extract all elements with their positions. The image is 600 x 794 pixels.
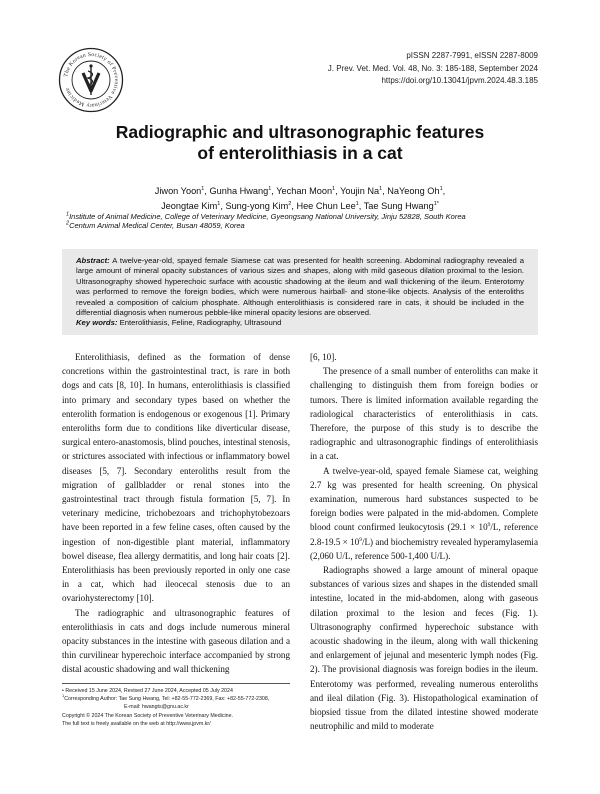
body-column-left — [62, 350, 290, 677]
svg-text:The Korean Society of Preventi: The Korean Society of Preventive Veterinary Medicine — [63, 51, 120, 109]
title-line-2: of enterolithiasis in a cat — [197, 143, 403, 163]
author-separator: , — [271, 186, 277, 196]
author-separator: , — [204, 186, 210, 196]
author-separator: , — [291, 200, 297, 211]
society-logo-icon — [58, 47, 124, 113]
affiliation-mark: 1 — [66, 211, 70, 218]
body-paragraph: [6, 10]. — [310, 352, 337, 362]
affiliations — [66, 212, 466, 230]
author-line-2 — [0, 199, 600, 214]
author-affil-mark: 1 — [332, 185, 336, 192]
abstract — [76, 256, 524, 318]
affiliation-2 — [66, 221, 466, 230]
author: Hee Chun Lee — [296, 200, 356, 211]
affiliation-text: Institute of Animal Medicine, College of Veterinary Medicine, Gyeongsang National University, Jinju 52828, South Korea — [69, 212, 466, 221]
affiliation-mark: 2 — [66, 220, 70, 227]
author-separator: , — [442, 186, 446, 196]
doi-link[interactable]: https://doi.org/10.13041/jpvm.2024.48.3.185 — [381, 76, 538, 85]
abstract-box — [62, 249, 538, 335]
author: Sung-yong Kim — [225, 200, 289, 211]
body-column-right — [310, 350, 538, 733]
author: Gunha Hwang — [209, 186, 269, 196]
keywords-text: Enterolithiasis, Feline, Radiography, Ultrasound — [119, 318, 282, 328]
author-affil-mark: 1* — [433, 200, 439, 207]
footnote-divider — [62, 683, 290, 684]
author-separator: , — [220, 200, 226, 211]
journal-header — [328, 50, 538, 88]
fulltext-line[interactable]: The full text is freely available on the web at http://www.jpvm.kr/ — [62, 720, 211, 727]
author: Jeongtae Kim — [161, 200, 218, 211]
abstract-text: A twelve-year-old, spayed female Siamese cat was presented for health screening. Abdominal radiography revealed a large amount of mineral opacity substances of various sizes and shapes, along with mild gaseous dilation proximal to the lesion. Ultrasonography showed hyperechoic surface with acoustic shadowing at the ileum and wall thickening of the ileum. Enterotomy was performed to remove the foreign bodies, which were numerous hairball- and stone-like objects. Analysis of the enteroliths revealed a composition of calcium phosphate. Although enterolithiasis is considered rare in cats, it should be included in the differential diagnosis when numerous pebble-like mineral opacity lesions are observed. — [76, 256, 524, 318]
author-affil-mark: 1 — [201, 185, 205, 192]
issn-line: pISSN 2287-7991, eISSN 2287-8009 — [406, 51, 538, 60]
keywords-label: Key words: — [76, 318, 118, 328]
author: Jiwon Yoon — [154, 186, 202, 196]
author-affil-mark: 1 — [379, 185, 383, 192]
title-line-1: Radiographic and ultrasonographic features — [115, 122, 485, 142]
body-paragraph: The presence of a small number of enteroliths can make it challenging to distinguish them from foreign bodies or tumors. There is limited information available regarding the radiological characteristics of enterolithiasis in cats. Therefore, the purpose of this study is to describe the radiographic and ultrasonographic findings of enterolithiasis in a cat. — [310, 366, 538, 462]
author: Tae Sung Hwang — [363, 200, 434, 211]
body-paragraph — [310, 464, 538, 563]
affiliation-1 — [66, 212, 466, 221]
exponent: 9 — [359, 536, 362, 543]
author-separator: , — [382, 186, 388, 196]
author-separator: , — [335, 186, 341, 196]
abstract-label: Abstract: — [76, 256, 110, 265]
copyright-line: Copyright © 2024 The Korean Society of Preventive Veterinary Medicine. — [62, 712, 234, 719]
author-list — [0, 184, 600, 213]
author: NaYeong Oh — [387, 186, 440, 196]
footnote-mark: 1 — [62, 693, 65, 699]
author-affil-mark: 1 — [355, 200, 359, 207]
affiliation-text: Centum Animal Medical Center, Busan 48059, Korea — [69, 221, 245, 230]
exponent: 9 — [487, 522, 491, 529]
author: Yechan Moon — [276, 186, 333, 196]
body-text: A twelve-year-old, spayed female Siamese cat, weighing 2.7 kg was presented for health screening. On physical examination, numerous hard substances suspected to be foreign bodies were palpated in the mid-abdomen. Complete blood count confirmed leukocytosis (29.1 × 10 — [310, 465, 538, 533]
article-title — [0, 122, 600, 164]
body-paragraph: Enterolithiasis, defined as the formation of dense concretions within the gastrointestinal tract, is rare in both dogs and cats [8, 10]. In humans, enterolithiasis is classified into primary and secondary types based on whether the enterolith formation is endogenous or exogenous [1]. Primary enteroliths form due to conditions like diverticular disease, surgical entero-anastomosis, blind pouches, intestinal stenosis, or strictures associated with infectious or inflammatory bowel diseases [5, 7]. Secondary enteroliths result from the migration of gallbladder or renal stones into the gastrointestinal tract through fistula formation [5, 7]. In veterinary medicine, trichobezoars and trichophytobezoars have been reported in a few feline cases, often caused by the ingestion of non-digestible plant material, inflammatory bowel disease, flea allergy dermatitis, and long hair coats [2]. Enterolithiasis has been previously reported in only one case in a cat, which had ileocecal stenosis due to an ovariohysterectomy [10]. — [62, 352, 290, 604]
email-line[interactable]: E-mail: hwangts@gnu.ac.kr — [124, 704, 189, 711]
received-dates: • Received 15 June 2024, Revised 27 June 2024, Accepted 05 July 2024 — [62, 688, 233, 694]
body-text: /L, reference 2.8-19.5 × 10 — [310, 522, 538, 547]
author-affil-mark: 1 — [217, 200, 221, 207]
author-line-1 — [0, 184, 600, 199]
journal-citation: J. Prev. Vet. Med. Vol. 48, No. 3: 185-188, September 2024 — [327, 63, 538, 73]
body-paragraph: The radiographic and ultrasonographic features of enterolithiasis in cats and dogs include numerous mineral opacity substances in the intestine with gaseous dilation and a thin curvilinear hyperechoic interface accompanied by strong distal acoustic shadowing and wall thickening — [62, 607, 290, 675]
author-affil-mark: 1 — [439, 185, 443, 192]
keywords — [76, 318, 524, 328]
body-paragraph: Radiographs showed a large amount of mineral opaque substances of various sizes and shapes in the distended small intestine, located in the mid-abdomen, along with gaseous dilation proximal to the lesion and feces (Fig. 1). Ultrasonography confirmed hyperechoic substance with acoustic shadowing in the ileum, along with wall thickening and enlargement of jejunal and mesenteric lymph nodes (Fig. 2). The provisional diagnosis was foreign bodies in the ileum. Enterotomy was performed, revealing numerous enteroliths and ileal dilation (Fig. 3). Histopathological examination of biopsied tissue from the dilated intestine showed moderate neutrophilic and mild to moderate — [310, 565, 538, 732]
corresponding-text: Corresponding Author: Tae Sung Hwang, Tel: +82-55-772-2369, Fax: +82-55-772-2308, — [64, 696, 270, 703]
author-affil-mark: 1 — [268, 185, 272, 192]
author: Youjin Na — [340, 186, 380, 196]
author-separator: , — [358, 200, 364, 211]
author-affil-mark: 2 — [288, 200, 292, 207]
footnotes — [62, 687, 290, 728]
body-text: /L) and biochemistry revealed hyperamylasemia (2,060 U/L, reference 500-1,400 U/L). — [310, 536, 538, 561]
corresponding-author — [62, 695, 290, 703]
